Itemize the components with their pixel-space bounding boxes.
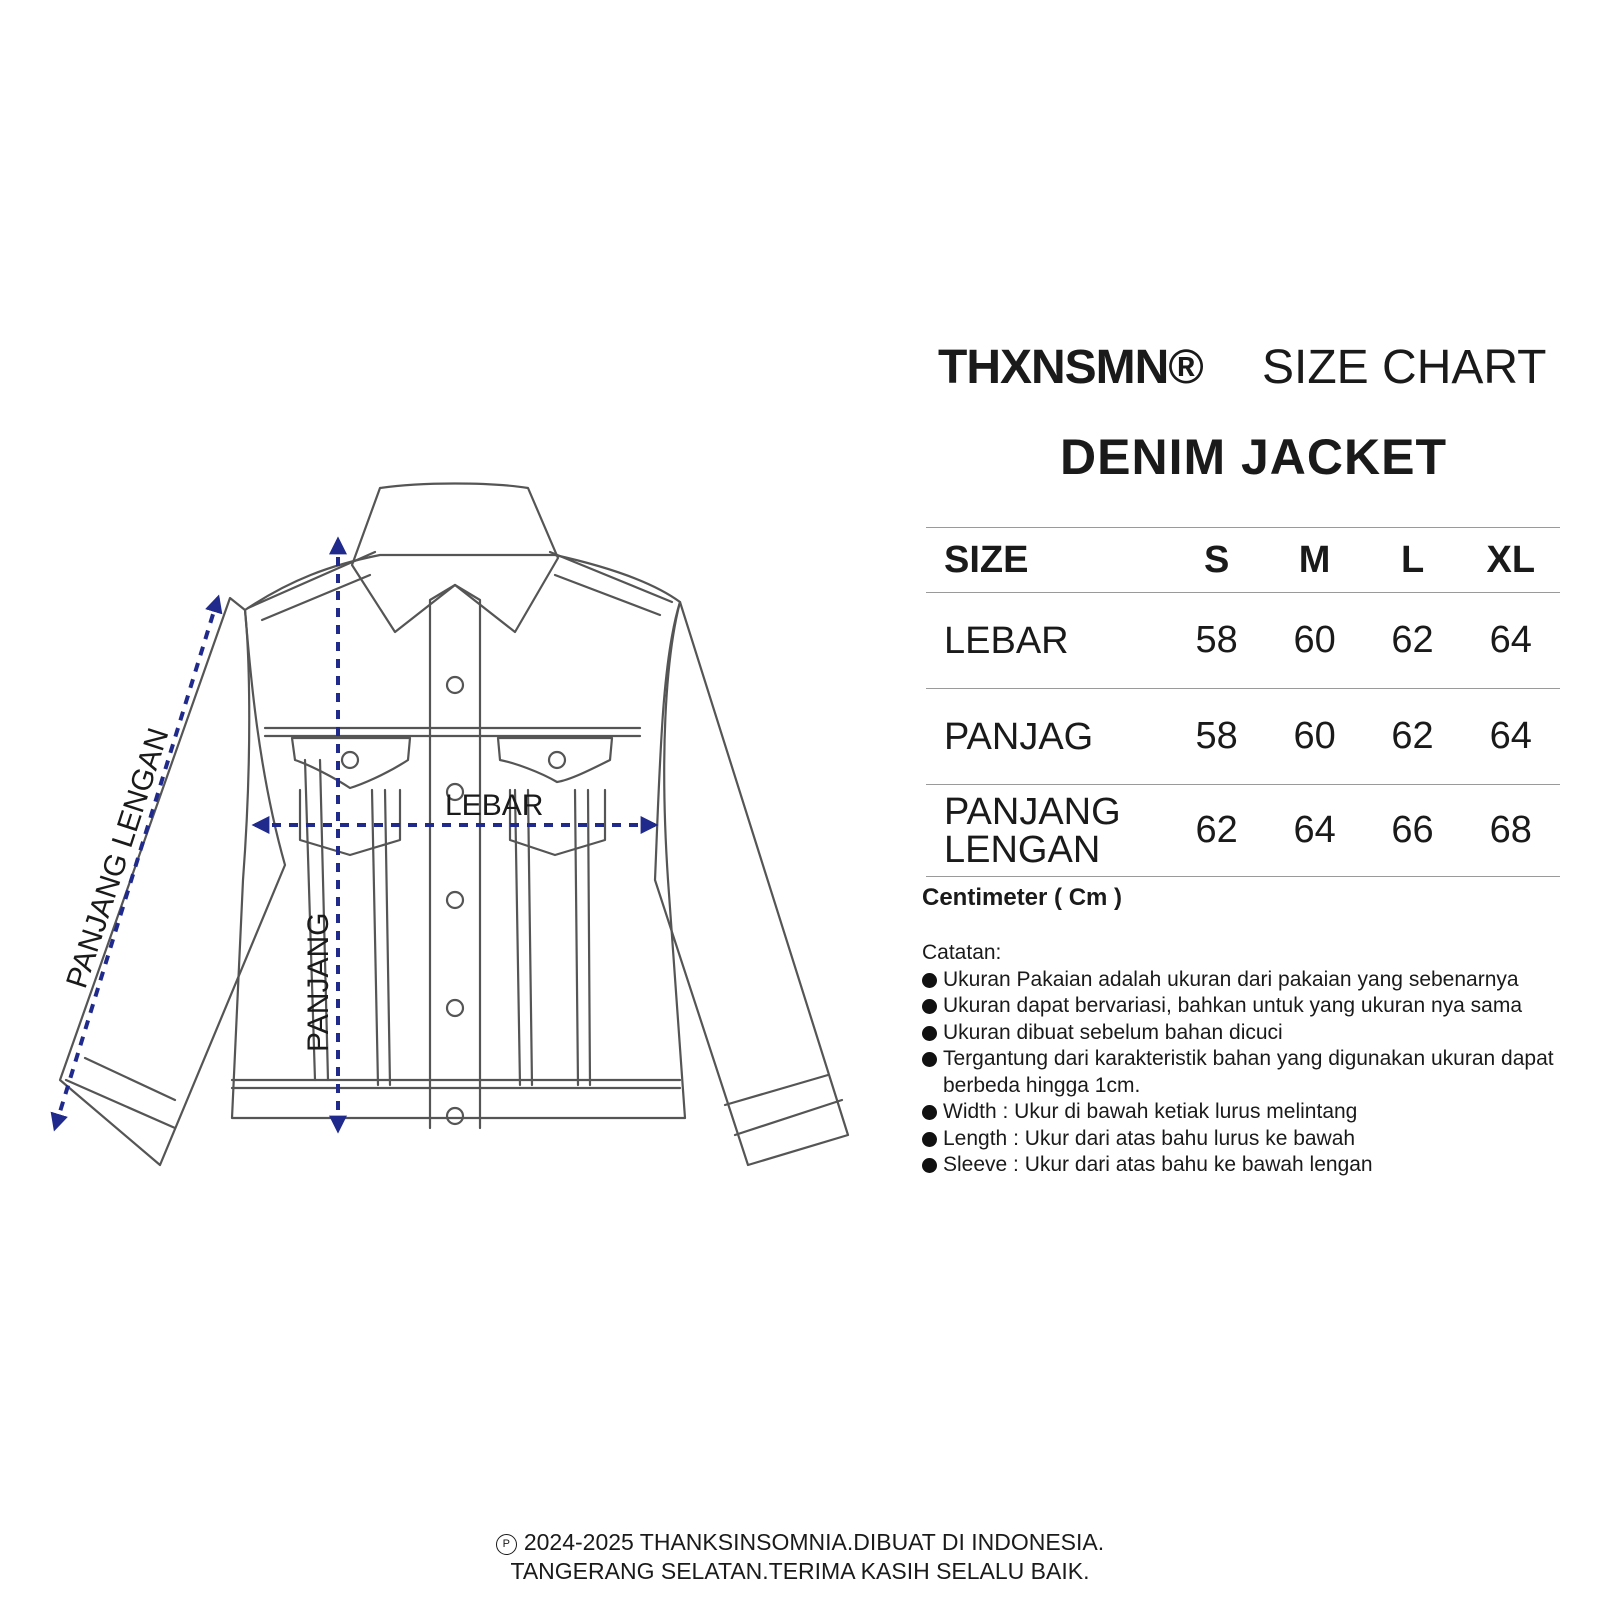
row-label-line: PANJANG	[944, 790, 1121, 833]
note-text: Ukuran dibuat sebelum bahan dicuci	[943, 1020, 1283, 1044]
bullet-icon	[922, 1026, 937, 1041]
column-header-m: M	[1298, 538, 1331, 581]
note-text: Tergantung dari karakteristik bahan yang digunakan ukuran dapat berbeda hingga 1cm.	[943, 1047, 1554, 1097]
column-header-xl: XL	[1486, 538, 1536, 581]
list-item	[922, 967, 1600, 994]
row-label-panjag: PANJAG	[944, 715, 1094, 758]
footer-line-1	[0, 1528, 1600, 1557]
footer-text-1: 2024-2025 THANKSINSOMNIA.DIBUAT DI INDONESIA.	[523, 1529, 1105, 1555]
footer	[0, 1528, 1600, 1586]
jacket-diagram	[0, 460, 900, 1220]
list-item	[922, 1152, 1600, 1179]
table-cell: 58	[1195, 619, 1238, 661]
notes-list	[922, 967, 1600, 1179]
size-table	[926, 527, 1560, 877]
table-cell: 64	[1489, 715, 1532, 757]
table-row	[926, 593, 1560, 689]
column-header-l: L	[1400, 538, 1425, 581]
table-cell: 60	[1293, 619, 1336, 661]
row-label-panjang-lengan	[926, 785, 1168, 877]
title-row	[938, 340, 1568, 400]
sleeve-arrow	[55, 598, 218, 1128]
column-header-size: SIZE	[944, 538, 1029, 581]
table-cell: 68	[1489, 809, 1532, 851]
width-label: LEBAR	[445, 789, 544, 822]
bullet-icon	[922, 1052, 937, 1067]
sleeve-label: PANJANG LENGAN	[60, 724, 176, 993]
bullet-icon	[922, 1158, 937, 1173]
column-header-s: S	[1204, 538, 1230, 581]
product-title: DENIM JACKET	[1060, 429, 1448, 485]
row-label-line: LENGAN	[944, 828, 1101, 871]
note-text: Ukuran Pakaian adalah ukuran dari pakaian yang sebenarnya	[943, 967, 1519, 991]
note-text: Width : Ukur di bawah ketiak lurus melintang	[943, 1100, 1358, 1123]
table-row	[926, 689, 1560, 785]
notes-section	[922, 940, 1600, 1179]
note-text: Ukuran dapat bervariasi, bahkan untuk yang ukuran nya sama	[943, 994, 1523, 1017]
brand-name: THXNSMN®	[938, 341, 1203, 394]
table-cell: 62	[1391, 619, 1434, 661]
list-item	[922, 1099, 1600, 1126]
bullet-icon	[922, 999, 937, 1014]
table-cell: 62	[1391, 715, 1434, 757]
unit-label: Centimeter ( Cm )	[922, 884, 1123, 911]
length-label: PANJANG	[302, 912, 335, 1052]
table-cell: 60	[1293, 715, 1336, 757]
list-item	[922, 1126, 1600, 1153]
collar-outline	[352, 484, 558, 633]
list-item	[922, 1020, 1600, 1047]
list-item	[922, 993, 1600, 1020]
note-text: Length : Ukur dari atas bahu lurus ke bawah	[943, 1126, 1356, 1150]
notes-heading: Catatan:	[922, 941, 1002, 964]
table-header-row	[926, 528, 1560, 593]
table-cell: 62	[1195, 809, 1238, 851]
row-label-lebar: LEBAR	[944, 619, 1069, 662]
right-sleeve-outline	[655, 602, 848, 1165]
list-item	[922, 1046, 1600, 1099]
table-row	[926, 785, 1560, 877]
footer-line-2: TANGERANG SELATAN.TERIMA KASIH SELALU BAIK.	[510, 1558, 1090, 1584]
copyright-icon: P	[496, 1534, 517, 1555]
table-cell: 66	[1391, 809, 1434, 851]
table-cell: 64	[1489, 619, 1532, 661]
table-cell: 58	[1195, 715, 1238, 757]
bullet-icon	[922, 1132, 937, 1147]
bullet-icon	[922, 973, 937, 988]
table-cell: 64	[1293, 809, 1336, 851]
note-text: Sleeve : Ukur dari atas bahu ke bawah lengan	[943, 1153, 1373, 1176]
bullet-icon	[922, 1105, 937, 1120]
jacket-illustration	[0, 460, 900, 1220]
chart-title: SIZE CHART	[1262, 341, 1547, 394]
